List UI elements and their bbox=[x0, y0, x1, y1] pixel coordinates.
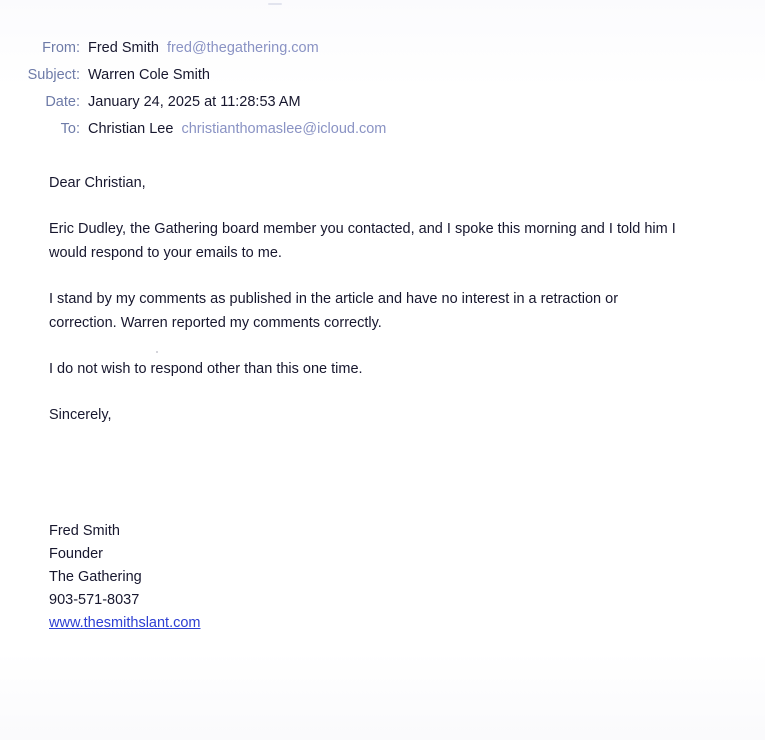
closing: Sincerely, bbox=[49, 407, 112, 423]
greeting: Dear Christian, bbox=[49, 175, 146, 191]
email-headers bbox=[0, 38, 765, 146]
paragraph-1-line-2: would respond to your emails to me. bbox=[49, 245, 282, 261]
scan-speck bbox=[156, 351, 158, 353]
date-row bbox=[0, 92, 765, 119]
date-label: Date: bbox=[45, 94, 80, 110]
recipient-name: Christian Lee bbox=[88, 121, 174, 137]
from-row bbox=[0, 38, 765, 65]
to-row bbox=[0, 119, 765, 146]
to-value bbox=[88, 119, 386, 139]
signature-phone: 903-571-8037 bbox=[49, 592, 140, 608]
signature-organization: The Gathering bbox=[49, 569, 142, 585]
paragraph-1 bbox=[49, 217, 729, 265]
signature-name: Fred Smith bbox=[49, 523, 120, 539]
to-label: To: bbox=[60, 121, 80, 137]
paragraph-3: I do not wish to respond other than this one time. bbox=[49, 361, 363, 377]
sender-name: Fred Smith bbox=[88, 40, 159, 56]
paragraph-2-line-1: I stand by my comments as published in the article and have no interest in a retraction or bbox=[49, 291, 619, 307]
from-value bbox=[88, 38, 319, 58]
paragraph-1-line-1: Eric Dudley, the Gathering board member you contacted, and I spoke this morning and I told him I bbox=[49, 221, 676, 237]
subject-row bbox=[0, 65, 765, 92]
signature-title: Founder bbox=[49, 546, 104, 562]
signature-website-link[interactable]: www.thesmithslant.com bbox=[49, 615, 201, 631]
recipient-email-link[interactable]: christianthomaslee@icloud.com bbox=[181, 121, 387, 137]
date-value: January 24, 2025 at 11:28:53 AM bbox=[88, 94, 301, 110]
from-label: From: bbox=[42, 40, 80, 56]
subject-value: Warren Cole Smith bbox=[88, 67, 210, 83]
paragraph-2-line-2: correction. Warren reported my comments correctly. bbox=[49, 315, 382, 331]
signature-block bbox=[49, 520, 201, 635]
sender-email-link[interactable]: fred@thegathering.com bbox=[166, 40, 319, 56]
paragraph-2 bbox=[49, 287, 729, 335]
email-body bbox=[49, 171, 729, 449]
scan-speck bbox=[268, 3, 282, 5]
subject-label: Subject: bbox=[27, 67, 80, 83]
